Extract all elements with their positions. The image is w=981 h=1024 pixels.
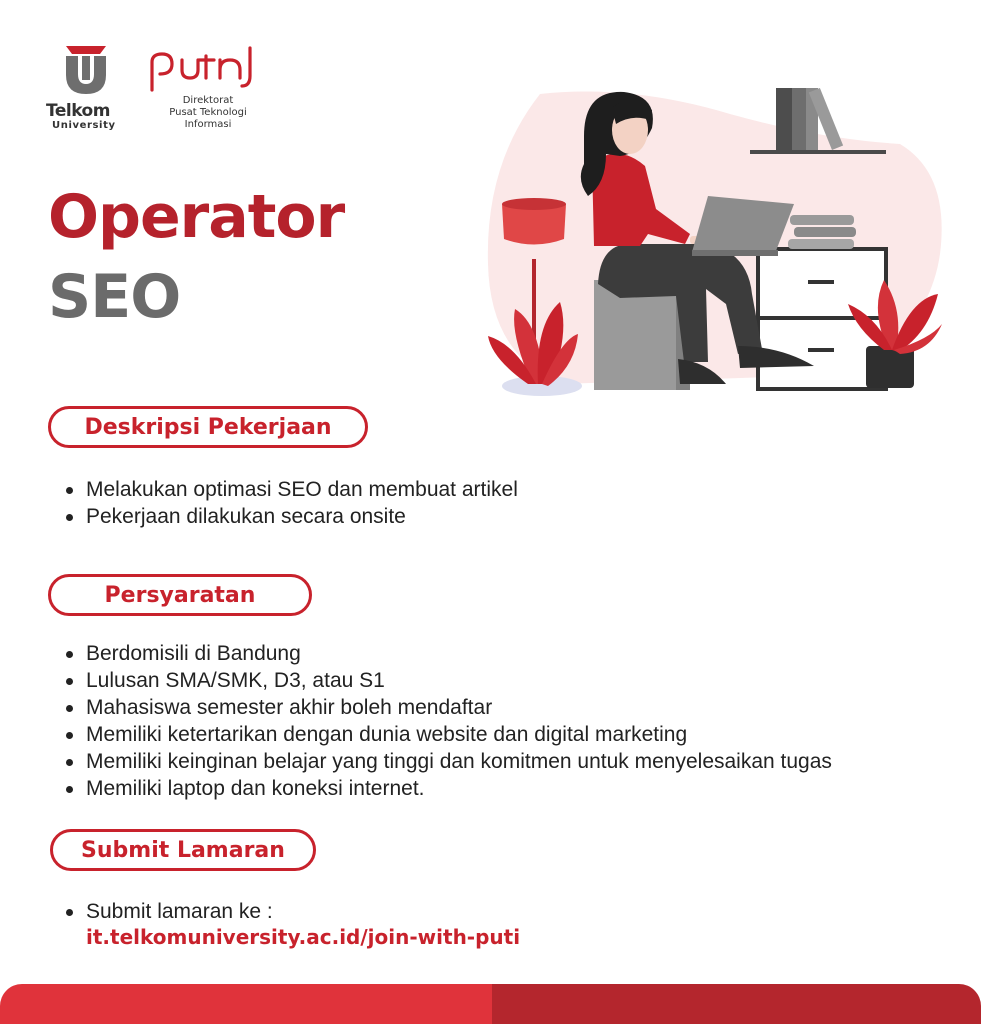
section-heading-persyaratan: Persyaratan	[48, 574, 312, 616]
section-heading-deskripsi: Deskripsi Pekerjaan	[48, 406, 368, 448]
submit-list	[62, 898, 273, 925]
puti-subtitle-line: Direktorat	[182, 95, 234, 106]
footer-bar-right	[492, 984, 981, 1024]
puti-logo	[146, 46, 258, 94]
puti-logo-subtitle	[158, 95, 258, 131]
list-item: Mahasiswa semester akhir boleh mendaftar	[62, 694, 832, 721]
telkom-logo-wordmark: Telkom	[46, 101, 110, 121]
list-item: Submit lamaran ke :	[62, 898, 273, 925]
list-item: Memiliki laptop dan koneksi internet.	[62, 775, 832, 802]
persyaratan-list	[62, 640, 832, 802]
job-title-secondary: SEO	[48, 262, 181, 332]
woman-with-laptop-illustration	[480, 84, 950, 399]
list-item: Berdomisili di Bandung	[62, 640, 832, 667]
list-item: Melakukan optimasi SEO dan membuat artikel	[62, 476, 518, 503]
list-item: Pekerjaan dilakukan secara onsite	[62, 503, 518, 530]
job-title-primary: Operator	[48, 182, 345, 252]
list-item: Memiliki keinginan belajar yang tinggi dan komitmen untuk menyelesaikan tugas	[62, 748, 832, 775]
puti-subtitle-line: Pusat Teknologi	[169, 107, 247, 118]
list-item: Lulusan SMA/SMK, D3, atau S1	[62, 667, 832, 694]
footer-bar-left	[0, 984, 500, 1024]
application-link[interactable]: it.telkomuniversity.ac.id/join-with-puti	[86, 925, 521, 949]
telkom-logo-subtitle: University	[52, 120, 116, 131]
puti-subtitle-line: Informasi	[184, 119, 232, 130]
section-heading-submit: Submit Lamaran	[50, 829, 316, 871]
deskripsi-list	[62, 476, 518, 530]
list-item: Memiliki ketertarikan dengan dunia website dan digital marketing	[62, 721, 832, 748]
